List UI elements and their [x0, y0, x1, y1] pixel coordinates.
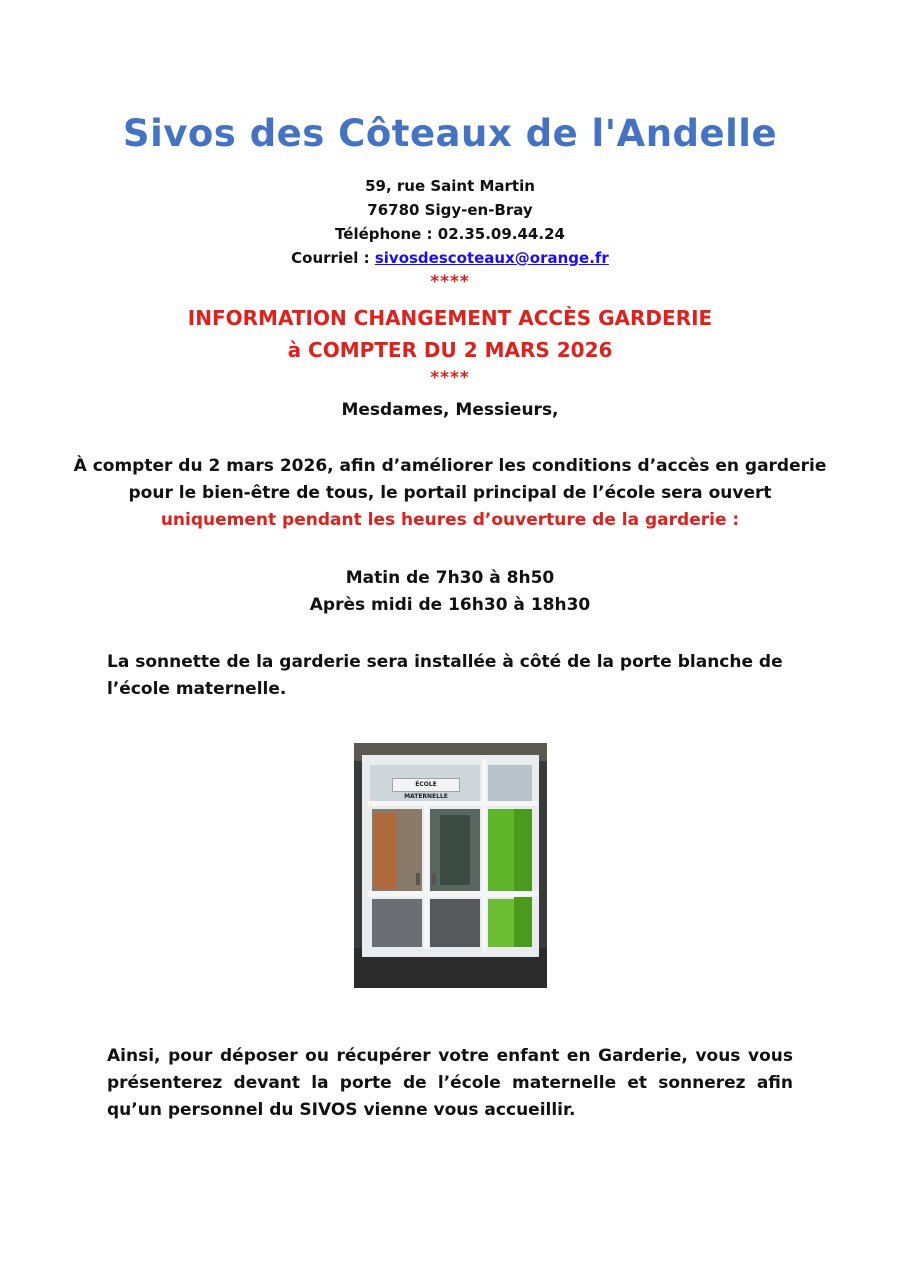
intro-line-2: pour le bien-être de tous, le portail principal de l’école sera ouvert: [128, 483, 772, 503]
email-label: Courriel :: [291, 249, 375, 267]
closing-paragraph: Ainsi, pour déposer ou récupérer votre enfant en Garderie, vous vous présenterez devant la porte de l’école maternelle et sonnerez afin qu’un personnel du SIVOS vienne vous accueillir.: [107, 1046, 793, 1120]
notice-heading-line2: à COMPTER DU 2 MARS 2026: [287, 338, 613, 362]
address-street: 59, rue Saint Martin: [365, 177, 535, 195]
notice-heading: [0, 302, 900, 366]
intro-paragraph: [0, 453, 900, 534]
email-link[interactable]: sivosdescoteaux@orange.fr: [374, 249, 609, 267]
greeting: Mesdames, Messieurs,: [341, 400, 559, 420]
opening-hours: [0, 565, 900, 619]
hours-morning: Matin de 7h30 à 8h50: [345, 568, 555, 588]
page-title: Sivos des Côteaux de l'Andelle: [122, 112, 778, 155]
address-block: [0, 174, 900, 270]
intro-line-3-highlight: uniquement pendant les heures d’ouverture de la garderie :: [160, 510, 740, 530]
separator-bottom: ****: [430, 368, 470, 388]
bell-paragraph: La sonnette de la garderie sera installée à côté de la porte blanche de l’école maternelle.: [107, 652, 783, 699]
intro-line-1: À compter du 2 mars 2026, afin d’améliorer les conditions d’accès en garderie: [73, 456, 827, 476]
separator-top: ****: [430, 272, 470, 292]
school-sign: ÉCOLE MATERNELLE: [392, 778, 460, 792]
email-line: [0, 246, 900, 270]
hours-afternoon: Après midi de 16h30 à 18h30: [309, 595, 591, 615]
school-door-photo: [354, 743, 547, 988]
phone-number: Téléphone : 02.35.09.44.24: [335, 225, 565, 243]
notice-heading-line1: INFORMATION CHANGEMENT ACCÈS GARDERIE: [187, 306, 713, 330]
address-city: 76780 Sigy-en-Bray: [367, 201, 533, 219]
